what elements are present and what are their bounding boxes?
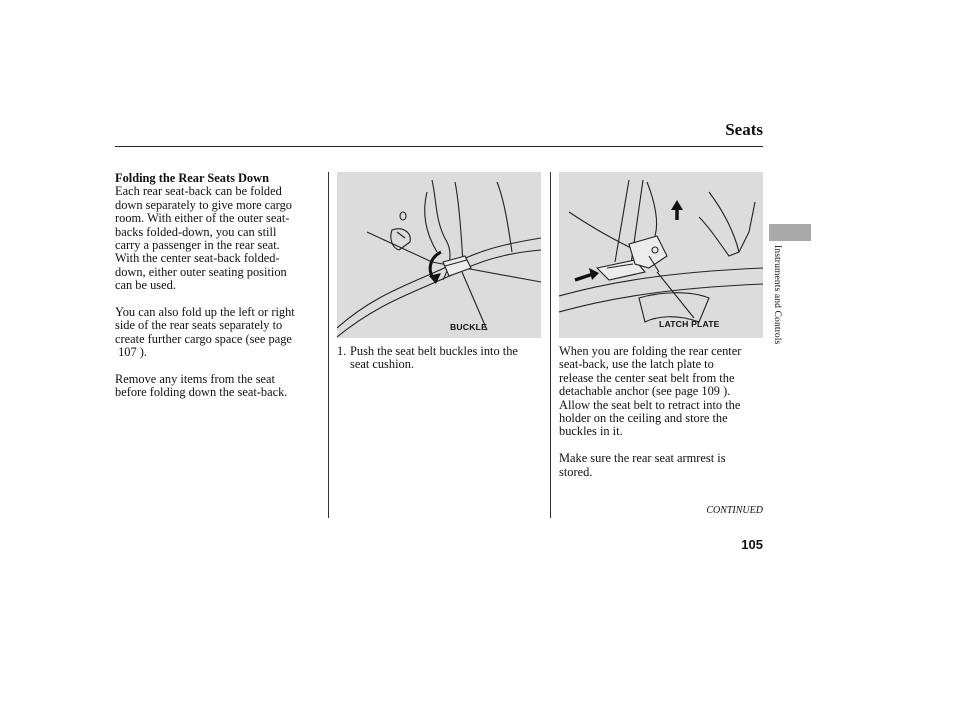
text-line: room. With either of the outer seat- [115, 211, 290, 226]
column-divider [328, 172, 329, 518]
text-line: backs folded-down, you can still [115, 224, 277, 239]
left-column [115, 172, 320, 400]
text-line: side of the rear seats separately to [115, 318, 283, 333]
page-reference-link[interactable]: detachable anchor (see page 109 ). [559, 384, 731, 399]
right-column [559, 345, 769, 479]
text-line: holder on the ceiling and store the [559, 411, 728, 426]
text-line: You can also fold up the left or right [115, 305, 295, 320]
text-line: stored. [559, 464, 593, 479]
page-title: Seats [725, 120, 763, 139]
text-line: Push the seat belt buckles into the [350, 344, 518, 358]
column-divider [550, 172, 551, 518]
buckle-label: BUCKLE [450, 322, 488, 332]
latch-plate-drawing [559, 172, 763, 338]
text-line: create further cargo space (see page [115, 331, 292, 346]
text-line: release the center seat belt from the [559, 370, 735, 385]
step-item [337, 345, 545, 372]
text-line: before folding down the seat-back. [115, 385, 288, 400]
step-number: 1. [337, 344, 347, 358]
text-line: down separately to give more cargo [115, 197, 292, 212]
text-line: Each rear seat-back can be folded [115, 184, 282, 199]
middle-column [337, 345, 545, 372]
text-line: seat cushion. [350, 357, 415, 372]
text-line: With the center seat-back folded- [115, 251, 280, 266]
text-line: down, either outer seating position [115, 264, 287, 279]
text-line: carry a passenger in the rear seat. [115, 238, 280, 253]
continued-note: CONTINUED [706, 505, 763, 516]
buckle-illustration [337, 172, 541, 338]
section-tab-label: Instruments and Controls [772, 245, 783, 345]
page-number: 105 [741, 537, 763, 552]
text-line: Remove any items from the seat [115, 372, 276, 387]
text-line: When you are folding the rear center [559, 344, 742, 358]
text-line: seat-back, use the latch plate to [559, 357, 714, 372]
header-rule [115, 146, 763, 147]
text-line: buckles in it. [559, 424, 623, 439]
text-line: can be used. [115, 278, 176, 293]
buckle-drawing [337, 172, 541, 338]
section-tab [769, 224, 811, 241]
latch-plate-illustration [559, 172, 763, 338]
latch-plate-label: LATCH PLATE [659, 319, 720, 329]
text-line: Allow the seat belt to retract into the [559, 397, 741, 412]
page-reference-link[interactable]: 107 ). [115, 345, 148, 360]
text-line: Make sure the rear seat armrest is [559, 451, 726, 466]
section-heading: Folding the Rear Seats Down [115, 171, 269, 185]
